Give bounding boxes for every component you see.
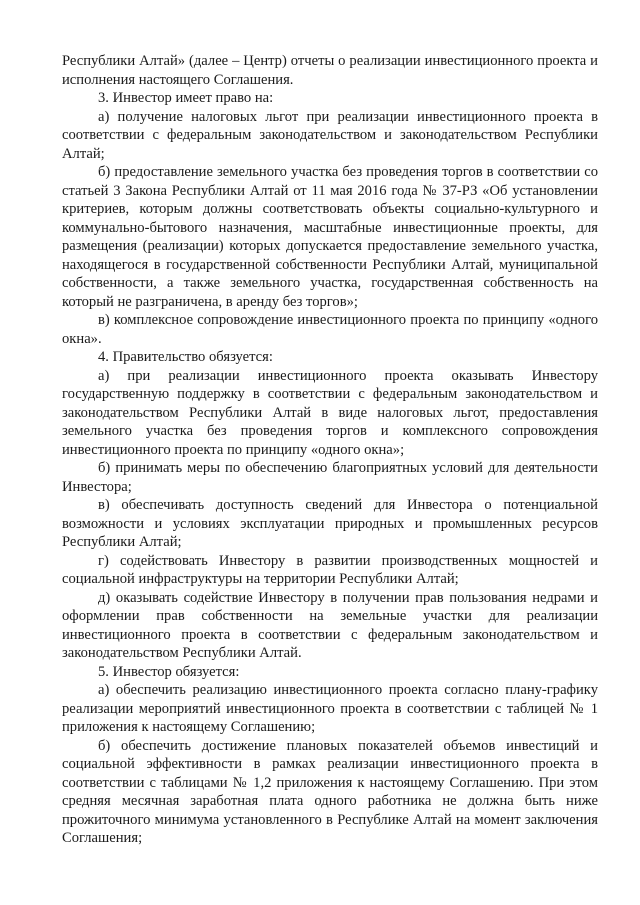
- clause-5-heading: 5. Инвестор обязуется:: [98, 663, 240, 680]
- clause-4-heading: 4. Правительство обязуется:: [98, 349, 273, 365]
- clause-3b: б) предоставление земельного участка без проведения торгов в соответствии со статьей 3 Закона Республики Алтай от 11 мая 2016 года № 37-РЗ «Об установлении критериев, которым должны соответствовать объекты социально-культурного и коммунально-бытового назначения, масштабные инвестиционные проекты, для размещения (реализации) которых допускается предоставление земельного участка, находящегося в государственной собственности Республики Алтай, муниципальной собственности, а также земельного участка, государственная собственность на который не разграничена, в аренду без торгов»;: [62, 164, 598, 310]
- paragraph-continuation: Республики Алтай» (далее – Центр) отчеты о реализации инвестиционного проекта и исполнения настоящего Соглашения.: [62, 53, 598, 88]
- clause-4a: а) при реализации инвестиционного проекта оказывать Инвестору государственную поддержку в соответствии с федеральным законодательством и законодательством Республики Алтай в виде налоговых льгот, предоставления земельного участка без проведения торгов и комплексного сопровождения инвестиционного проекта по принципу «одного окна»;: [62, 367, 598, 458]
- clause-5b: б) обеспечить достижение плановых показателей объемов инвестиций и социальной эффективности в рамках реализации инвестиционного проекта в соответствии с таблицами № 1,2 приложения к настоящему Соглашению. При этом средняя месячная заработная плата одного работника не должна быть ниже прожиточного минимума установленного в Республике Алтай на момент заключения Соглашения;: [62, 737, 598, 846]
- clause-5a: а) обеспечить реализацию инвестиционного проекта согласно плану-графику реализации мероприятий инвестиционного проекта в соответствии с таблицей № 1 приложения к настоящему Соглашению;: [62, 682, 598, 735]
- clause-4v: в) обеспечивать доступность сведений для Инвестора о потенциальной возможности и условиях эксплуатации природных и промышленных ресурсов Республики Алтай;: [62, 497, 598, 550]
- clause-3a: а) получение налоговых льгот при реализации инвестиционного проекта в соответствии с федеральным законодательством и законодательством Республики Алтай;: [62, 108, 598, 162]
- clause-3-heading: 3. Инвестор имеет право на:: [98, 90, 274, 106]
- clause-3v: в) комплексное сопровождение инвестиционного проекта по принципу «одного окна».: [62, 312, 598, 347]
- document-page: [62, 52, 598, 848]
- clause-4g: г) содействовать Инвестору в развитии производственных мощностей и социальной инфраструктуры на территории Республики Алтай;: [62, 552, 598, 587]
- clause-4d: д) оказывать содействие Инвестору в получении прав пользования недрами и оформлении прав собственности на земельные участки для реализации инвестиционного проекта в соответствии с федеральным законодательством и законодательством Республики Алтай.: [62, 589, 598, 661]
- clause-4b: б) принимать меры по обеспечению благоприятных условий для деятельности Инвестора;: [62, 460, 598, 495]
